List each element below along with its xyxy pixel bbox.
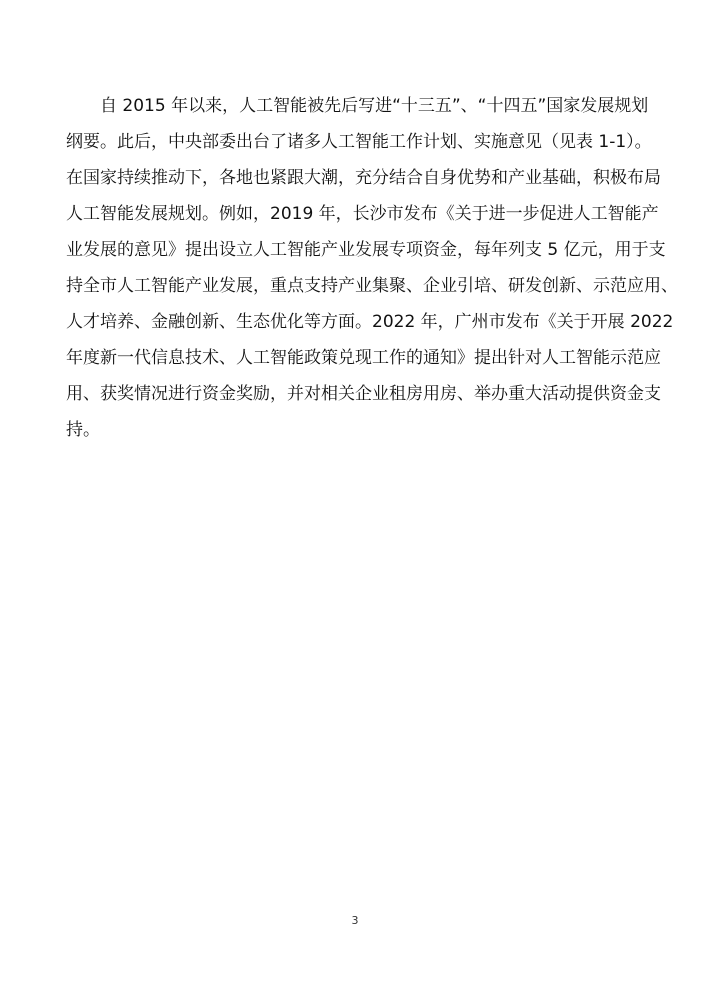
page-number: 3 — [351, 914, 359, 927]
paragraph-line: 业发展的意见》提出设立人工智能产业发展专项资金，每年列支 5 亿元，用于支 — [66, 240, 666, 260]
paragraph-line: 纲要。此后，中央部委出台了诸多人工智能工作计划、实施意见（见表 1-1）。 — [66, 132, 652, 152]
paragraph-line: 人工智能发展规划。例如，2019 年，长沙市发布《关于进一步促进人工智能产 — [66, 204, 659, 224]
paragraph-line: 在国家持续推动下，各地也紧跟大潮，充分结合自身优势和产业基础，积极布局 — [66, 168, 661, 188]
paragraph-line: 持全市人工智能产业发展，重点支持产业集聚、企业引培、研发创新、示范应用、 — [66, 276, 678, 296]
paragraph-line: 年度新一代信息技术、人工智能政策兑现工作的通知》提出针对人工智能示范应 — [66, 348, 661, 368]
paragraph-line: 用、获奖情况进行资金奖励，并对相关企业租房用房、举办重大活动提供资金支 — [66, 384, 661, 404]
paragraph-line: 自 2015 年以来，人工智能被先后写进“十三五”、“十四五”国家发展规划 — [100, 96, 649, 116]
body-paragraph — [66, 88, 678, 448]
paragraph-line: 持。 — [66, 420, 100, 440]
paragraph-line: 人才培养、金融创新、生态优化等方面。2022 年，广州市发布《关于开展 2022 — [66, 312, 674, 332]
